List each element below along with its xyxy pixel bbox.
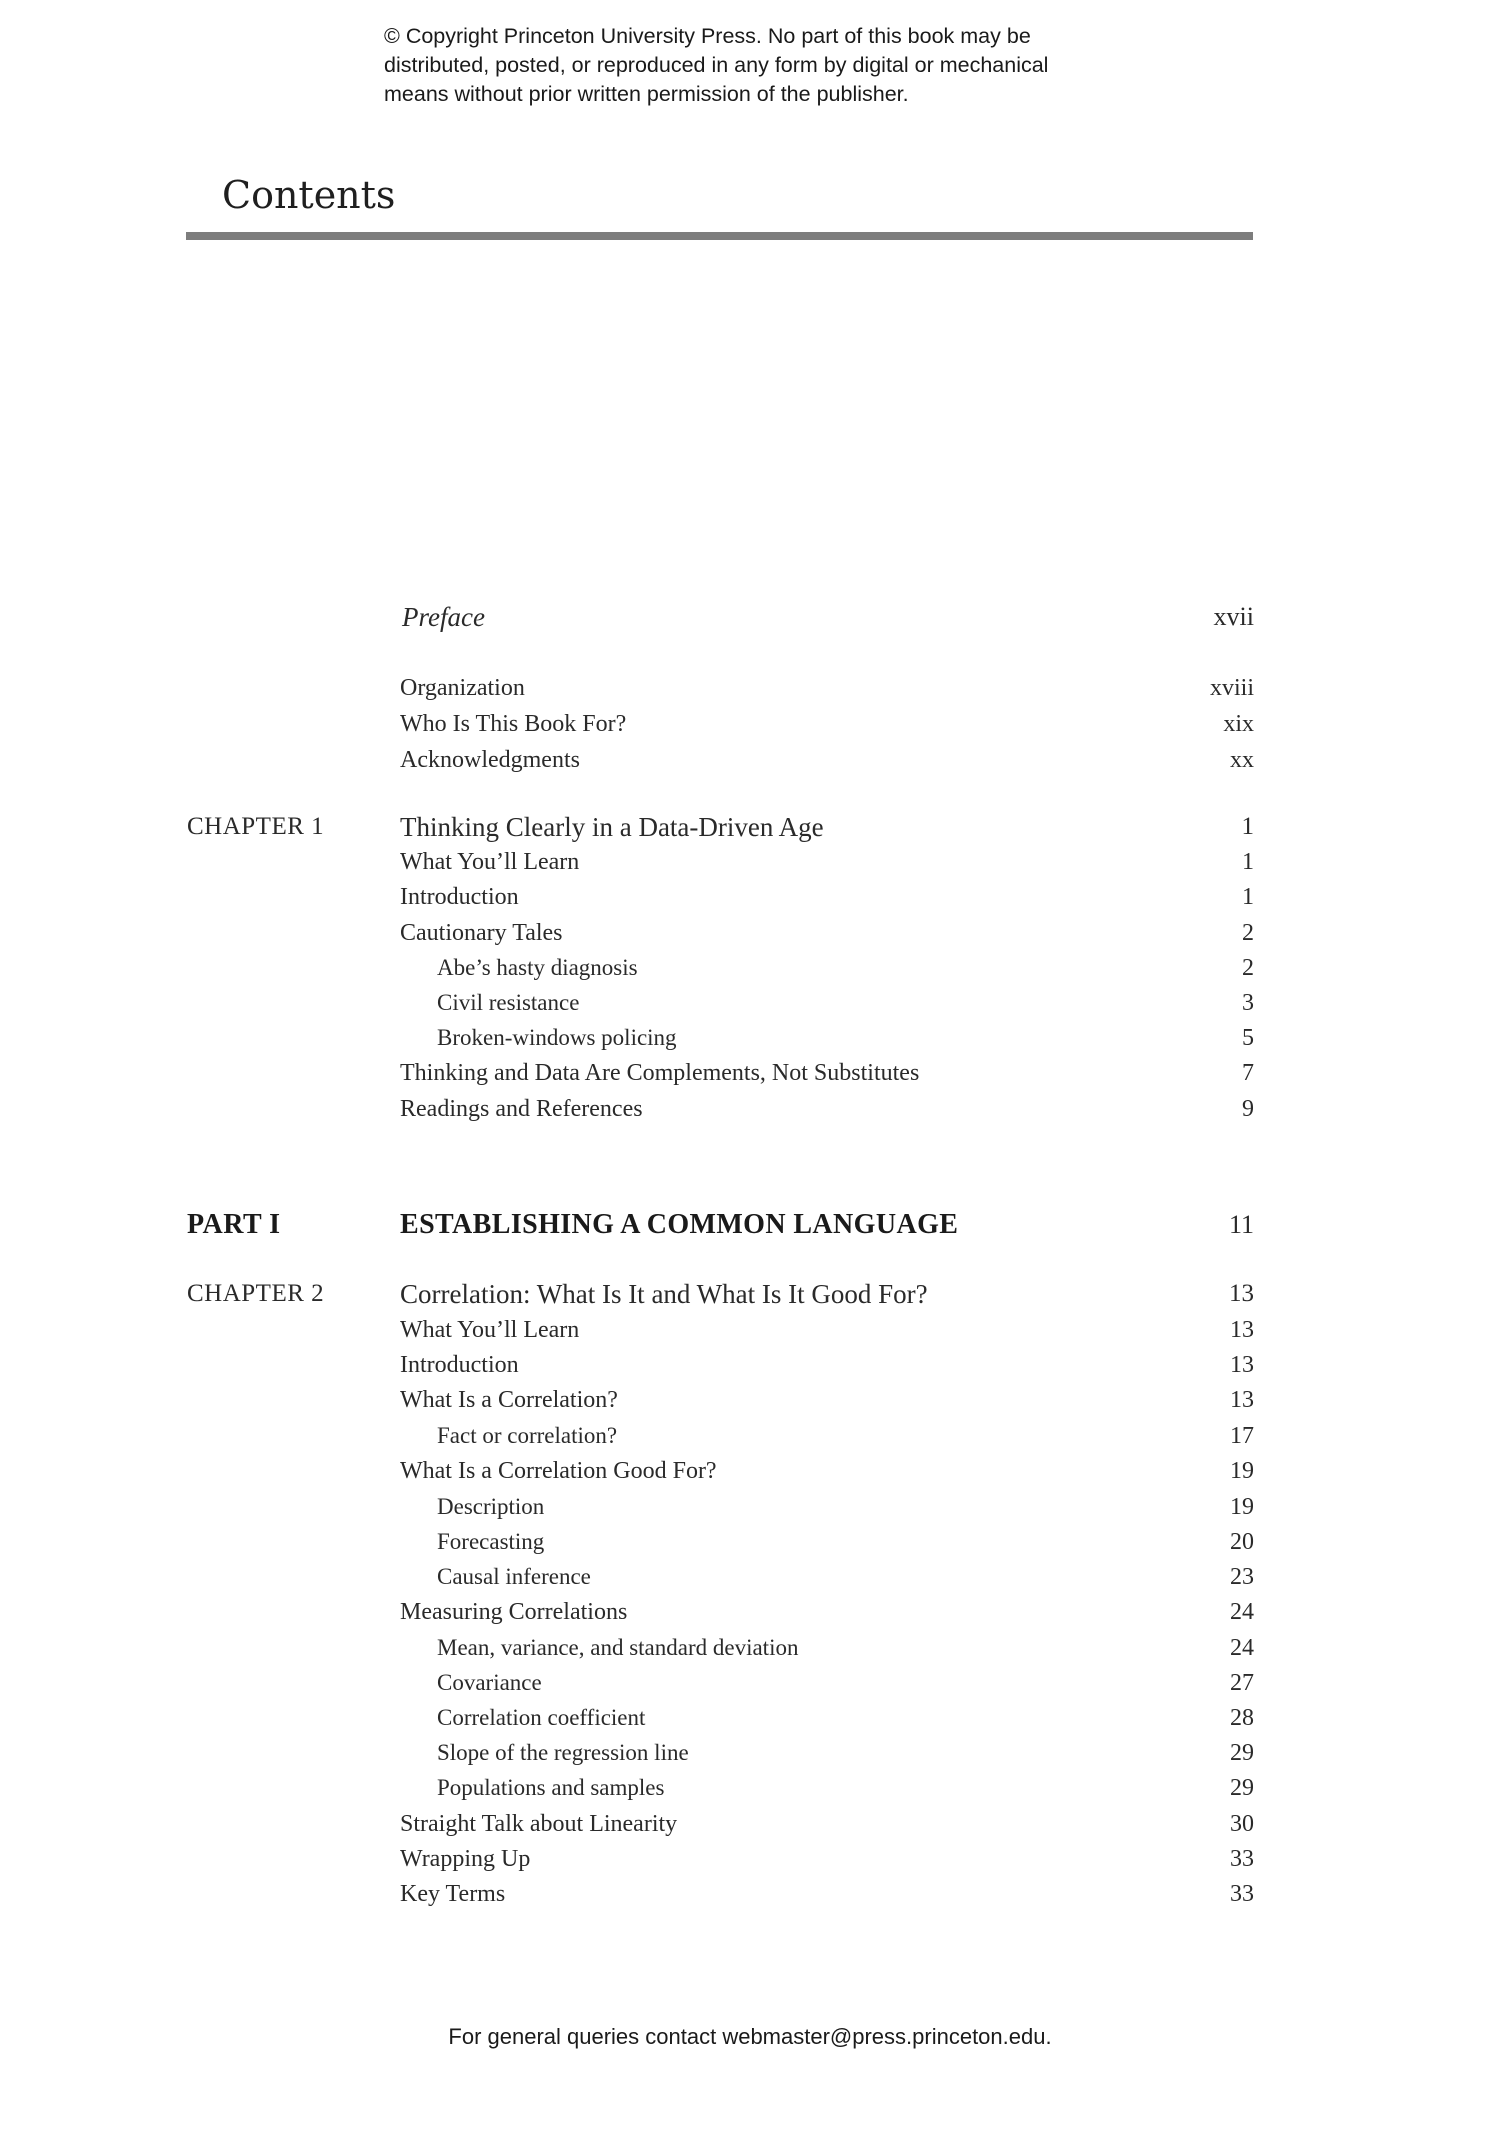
toc-subentry-row [0,986,1500,1020]
toc-subentry-row [0,1701,1500,1735]
toc-page-number: 17 [1230,1423,1254,1449]
toc-entry-title: Abe’s hasty diagnosis [437,955,638,980]
toc-page-number: 19 [1230,1494,1254,1520]
toc-entry-title: Who Is This Book For? [400,711,627,737]
toc-page-number: 13 [1229,1280,1254,1307]
toc-page-number: 9 [1242,1096,1254,1122]
toc-page-number: 29 [1230,1775,1254,1801]
toc-entry-title: What Is a Correlation Good For? [400,1458,717,1484]
toc-page-number: 33 [1230,1846,1254,1872]
toc-page-number: 11 [1228,1210,1254,1239]
toc-entry-row [0,743,1500,777]
toc-entry-title: What Is a Correlation? [400,1387,618,1413]
toc-entry-row [0,916,1500,950]
toc-entry-row [0,845,1500,879]
toc-entry-title: Thinking Clearly in a Data-Driven Age [400,812,824,842]
toc-chapter-row [0,1277,1500,1311]
toc-entry-title: Mean, variance, and standard deviation [437,1635,799,1660]
toc-entry-row [0,1056,1500,1090]
toc-page-number: 27 [1230,1670,1254,1696]
toc-page-number: 23 [1230,1564,1254,1590]
copyright-line-2: distributed, posted, or reproduced in any form by digital or mechanical [384,53,1049,77]
toc-page-number: 1 [1241,813,1254,840]
toc-entry-title: Covariance [437,1670,542,1695]
toc-page-number: 13 [1230,1317,1254,1343]
toc-page-number: 1 [1242,849,1254,875]
toc-page-number: 20 [1230,1529,1254,1555]
toc-page-number: 2 [1242,920,1254,946]
toc-page-number: 30 [1230,1811,1254,1837]
toc-page-number: 19 [1230,1458,1254,1484]
toc-entry-row [0,1348,1500,1382]
toc-page-number: 5 [1242,1025,1254,1051]
toc-entry-title: Straight Talk about Linearity [400,1811,678,1837]
toc-entry-title: Introduction [400,884,519,910]
toc-page-number: 1 [1242,884,1254,910]
toc-page-number: 3 [1242,990,1254,1016]
toc-page-number: xvii [1213,602,1254,631]
toc-entry-title: Slope of the regression line [437,1740,689,1765]
toc-page-number: xx [1230,747,1254,773]
toc-entry-title: Thinking and Data Are Complements, Not Substitutes [400,1060,920,1086]
toc-entry-title: Civil resistance [437,990,580,1015]
toc-entry-title: Wrapping Up [400,1846,531,1872]
toc-entry-title: ESTABLISHING A COMMON LANGUAGE [400,1209,959,1240]
toc-entry-row [0,1383,1500,1417]
toc-subentry-row [0,1736,1500,1770]
toc-subentry-row [0,951,1500,985]
toc-entry-title: What You’ll Learn [400,1317,580,1343]
toc-entry-title: Key Terms [400,1881,506,1907]
page-title: Contents [222,173,396,217]
toc-page-number: 29 [1230,1740,1254,1766]
toc-page-number: 7 [1242,1060,1254,1086]
toc-entry-row [0,1454,1500,1488]
copyright-line-3: means without prior written permission of the publisher. [384,82,909,106]
toc-subentry-row [0,1560,1500,1594]
toc-entry-title: Preface [402,602,485,632]
toc-entry-title: Forecasting [437,1529,545,1554]
toc-subentry-row [0,1666,1500,1700]
toc-subentry-row [0,1525,1500,1559]
toc-entry-title: Measuring Correlations [400,1599,628,1625]
toc-subentry-row [0,1490,1500,1524]
toc-page-number: 28 [1230,1705,1254,1731]
toc-entry-title: Fact or correlation? [437,1423,618,1448]
toc-entry-row [0,1595,1500,1629]
toc-page-number: 24 [1230,1635,1254,1661]
toc-page-number: 13 [1230,1352,1254,1378]
toc-page-number: 24 [1230,1599,1254,1625]
chapter-number: CHAPTER 2 [187,1280,325,1307]
toc-page-number: 33 [1230,1881,1254,1907]
toc-entry-title: Cautionary Tales [400,920,563,946]
toc-page-number: 2 [1242,955,1254,981]
toc-entry-row [0,1842,1500,1876]
toc-entry-title: Correlation: What Is It and What Is It Good For? [400,1279,928,1309]
toc-entry-row [0,671,1500,705]
toc-entry-title: Populations and samples [437,1775,665,1800]
footer-contact: For general queries contact webmaster@press.princeton.edu. [448,2024,1052,2049]
toc-part-row [0,1208,1500,1242]
chapter-number: CHAPTER 1 [187,813,325,840]
toc-entry-title: Correlation coefficient [437,1705,646,1730]
toc-entry-title: Causal inference [437,1564,591,1589]
toc-subentry-row [0,1771,1500,1805]
toc-entry-title: Description [437,1494,545,1519]
toc-page-number: 13 [1230,1387,1254,1413]
toc-page-number: xviii [1209,675,1254,701]
toc-entry-row [0,1807,1500,1841]
toc-chapter-row [0,810,1500,844]
part-number: PART I [187,1209,281,1240]
toc-entry-row [0,1092,1500,1126]
toc-entry-row [0,600,1500,634]
toc-subentry-row [0,1419,1500,1453]
toc-entry-title: Introduction [400,1352,519,1378]
toc-entry-row [0,1313,1500,1347]
toc-entry-row [0,707,1500,741]
toc-entry-title: Organization [400,675,525,701]
toc-subentry-row [0,1021,1500,1055]
toc-entry-title: What You’ll Learn [400,849,580,875]
toc-subentry-row [0,1631,1500,1665]
toc-entry-row [0,880,1500,914]
toc-page-number: xix [1223,711,1254,737]
copyright-line-1: © Copyright Princeton University Press. No part of this book may be [384,24,1031,48]
toc-entry-title: Broken-windows policing [437,1025,677,1050]
toc-entry-row [0,1877,1500,1911]
toc-entry-title: Acknowledgments [400,747,580,773]
toc-entry-title: Readings and References [400,1096,643,1122]
